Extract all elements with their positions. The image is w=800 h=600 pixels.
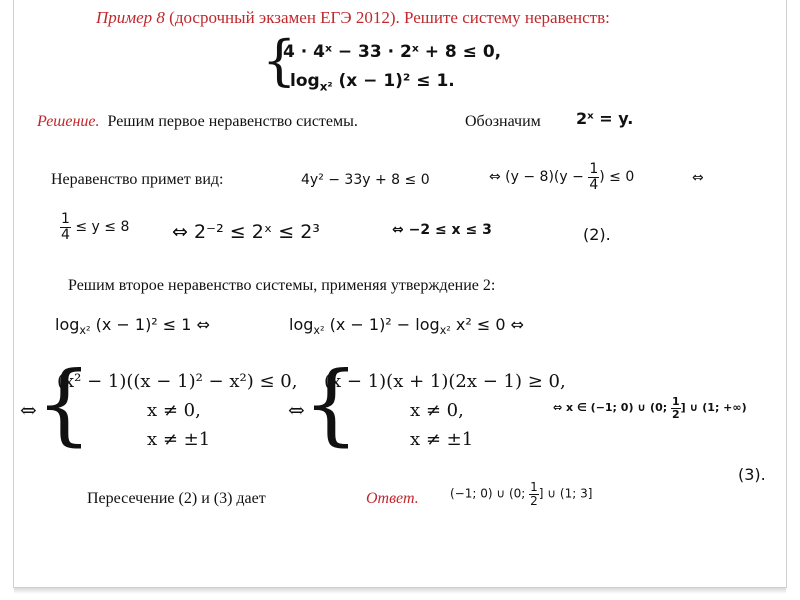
arrow-2: ⇔ bbox=[288, 398, 305, 422]
answer-label: Ответ. bbox=[366, 490, 419, 507]
log-word-2: log bbox=[289, 315, 314, 334]
equiv-arrow: ⇔ bbox=[692, 170, 704, 186]
range-powers: ⇔ 2⁻² ≤ 2ˣ ≤ 2³ bbox=[172, 221, 320, 243]
second-eq-2 bbox=[289, 315, 525, 338]
page-title bbox=[96, 8, 610, 28]
log-base-1: x² bbox=[79, 324, 91, 338]
eq1-rest: (x − 1)² ≤ 1 ⇔ bbox=[95, 315, 210, 334]
log-word-1: log bbox=[55, 315, 80, 334]
intersection-text: Пересечение (2) и (3) дает bbox=[87, 490, 266, 507]
ineq-factored bbox=[489, 162, 634, 192]
range-den: 4 bbox=[61, 226, 70, 243]
system2-line-3: x ≠ ±1 bbox=[410, 429, 474, 450]
factor-right: ) ≤ 0 bbox=[599, 169, 635, 186]
factor-left: ⇔ (y − 8)(y − bbox=[489, 169, 584, 186]
tag-3: (3). bbox=[738, 465, 766, 484]
system-brace: { bbox=[262, 29, 297, 92]
system-brace-2: { bbox=[303, 352, 359, 455]
result-right: ] ∪ (1; +∞) bbox=[680, 401, 747, 415]
title-prefix: Пример 8 bbox=[96, 8, 165, 27]
log-word: log bbox=[290, 71, 320, 91]
eq2-mid: (x − 1)² − log bbox=[329, 315, 440, 334]
system1-line-2: x ≠ 0, bbox=[147, 400, 201, 421]
second-text: Решим второе неравенство системы, применяя утверждение 2: bbox=[68, 277, 496, 294]
frac-num: 1 bbox=[589, 161, 599, 177]
answer-num: 1 bbox=[530, 480, 538, 494]
result-den: 2 bbox=[672, 407, 680, 421]
range-x: ⇔ −2 ≤ x ≤ 3 bbox=[392, 222, 492, 238]
answer-value bbox=[450, 481, 592, 507]
system1-line-3: x ≠ ±1 bbox=[147, 429, 211, 450]
system-line-2 bbox=[290, 71, 455, 94]
substitution: 2ˣ = y. bbox=[576, 109, 634, 128]
slide-shadow bbox=[14, 588, 786, 594]
ineq-label: Неравенство примет вид: bbox=[51, 171, 224, 188]
ineq-quadratic: 4y² − 33y + 8 ≤ 0 bbox=[301, 172, 430, 188]
system-result bbox=[553, 396, 747, 420]
answer-fraction bbox=[529, 481, 539, 507]
system2-line-2: x ≠ 0, bbox=[410, 400, 464, 421]
answer-right: ] ∪ (1; 3] bbox=[538, 486, 593, 501]
system1-line-1: (x² − 1)((x − 1)² − x²) ≤ 0, bbox=[57, 371, 298, 392]
range-y-text: ≤ y ≤ 8 bbox=[75, 219, 130, 236]
log-rest: (x − 1)² ≤ 1. bbox=[338, 71, 455, 91]
range-num: 1 bbox=[61, 211, 70, 227]
answer-left: (−1; 0) ∪ (0; bbox=[450, 486, 526, 501]
system-line-1: 4 · 4ˣ − 33 · 2ˣ + 8 ≤ 0, bbox=[283, 42, 502, 62]
result-left: ⇔ x ∈ (−1; 0) ∪ (0; bbox=[553, 401, 668, 415]
log-base-2: x² bbox=[313, 324, 325, 338]
log-base: x² bbox=[319, 79, 333, 94]
eq2-rest: x² ≤ 0 ⇔ bbox=[455, 315, 525, 334]
system2-line-1: (x − 1)(x + 1)(2x − 1) ≥ 0, bbox=[324, 371, 566, 392]
fraction-quarter bbox=[60, 212, 71, 242]
solution-label: Решение. bbox=[37, 113, 100, 130]
fraction-half bbox=[671, 396, 681, 420]
range-y bbox=[60, 212, 129, 242]
second-eq-1 bbox=[55, 315, 210, 338]
fraction-one-quarter bbox=[588, 162, 599, 192]
solution-text: Решим первое неравенство системы. bbox=[107, 113, 358, 130]
denote-text: Обозначим bbox=[465, 113, 541, 130]
arrow-1: ⇔ bbox=[20, 398, 37, 422]
answer-den: 2 bbox=[530, 493, 538, 508]
log-base-3: x² bbox=[439, 324, 451, 338]
frac-den: 4 bbox=[589, 176, 599, 193]
solution-line bbox=[37, 113, 358, 131]
title-rest: (досрочный экзамен ЕГЭ 2012). Решите систему неравенств: bbox=[164, 8, 610, 27]
system-brace-1: { bbox=[36, 352, 92, 455]
tag-2: (2). bbox=[583, 225, 611, 244]
result-num: 1 bbox=[672, 395, 680, 408]
